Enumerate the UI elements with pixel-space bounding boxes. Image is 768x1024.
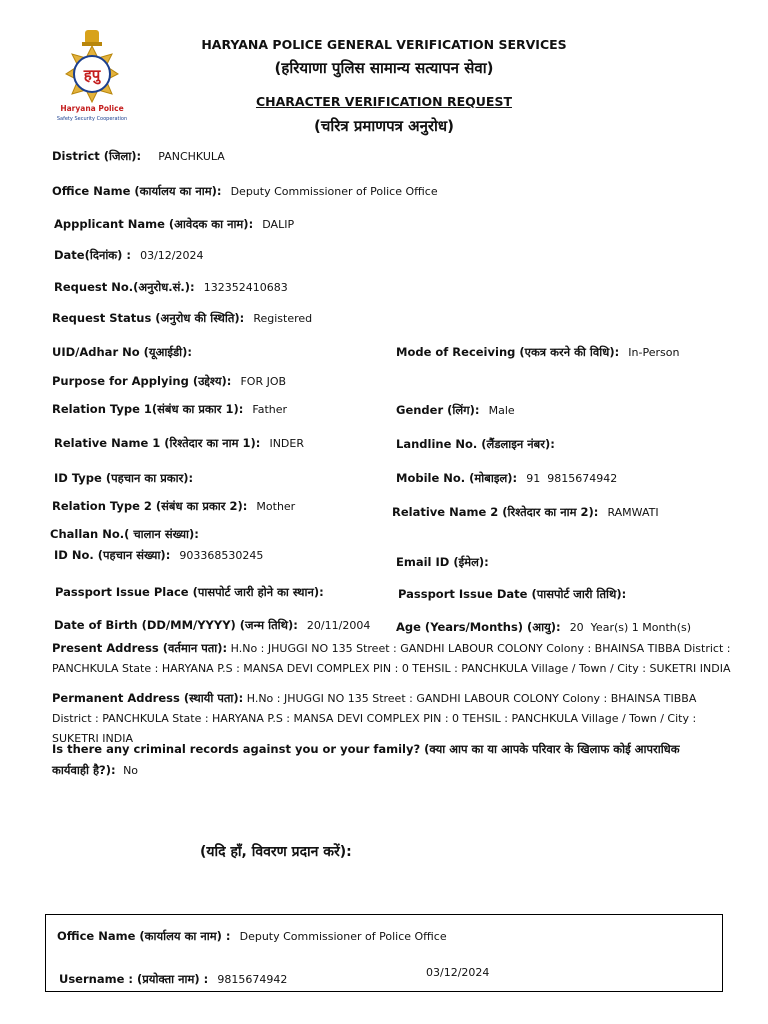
relation-type-1-row bbox=[52, 398, 287, 417]
relative-name-2-label: Relative Name 2 (रिश्तेदार का नाम 2): bbox=[392, 505, 599, 519]
mobile-value: 91 9815674942 bbox=[526, 472, 618, 485]
purpose-value: FOR JOB bbox=[240, 375, 287, 388]
mobile-label: Mobile No. (मोबाइल): bbox=[396, 471, 518, 485]
id-no-row bbox=[54, 544, 263, 563]
district-value: PANCHKULA bbox=[158, 150, 225, 163]
subtitle-hi: (चरित्र प्रमाणपत्र अनुरोध) bbox=[313, 117, 455, 135]
relative-name-1-label: Relative Name 1 (रिश्तेदार का नाम 1): bbox=[54, 436, 261, 450]
relation-type-2-value: Mother bbox=[256, 500, 296, 513]
logo-name: Haryana Police bbox=[60, 104, 124, 113]
request-no-row bbox=[54, 276, 288, 295]
details-prompt: (यदि हाँ, विवरण प्रदान करें): bbox=[200, 844, 352, 860]
relation-type-1-value: Father bbox=[252, 403, 288, 416]
gender-row bbox=[396, 399, 515, 418]
passport-date-row bbox=[398, 583, 630, 602]
subtitle-en-wrap bbox=[0, 94, 768, 109]
relation-type-1-label: Relation Type 1(संबंध का प्रकार 1): bbox=[52, 402, 244, 416]
district-label: District (जिला): bbox=[52, 149, 142, 163]
gender-value: Male bbox=[488, 404, 515, 417]
mode-of-receiving-value: In-Person bbox=[628, 346, 680, 359]
subtitle-en: CHARACTER VERIFICATION REQUEST bbox=[255, 94, 512, 109]
permanent-address-label: Permanent Address (स्थायी पता): bbox=[52, 691, 244, 705]
applicant-name-label: Appplicant Name (आवेदक का नाम): bbox=[54, 217, 254, 231]
date-label: Date(दिनांक) : bbox=[54, 248, 131, 262]
dob-label: Date of Birth (DD/MM/YYYY) (जन्म तिथि): bbox=[54, 618, 298, 632]
email-label: Email ID (ईमेल): bbox=[396, 555, 489, 569]
age-label: Age (Years/Months) (आयु): bbox=[396, 620, 561, 634]
id-type-label: ID Type (पहचान का प्रकार): bbox=[54, 471, 194, 485]
present-address-label: Present Address (वर्तमान पता): bbox=[52, 641, 228, 655]
email-row bbox=[396, 551, 493, 570]
landline-label: Landline No. (लैंडलाइन नंबर): bbox=[396, 437, 555, 451]
landline-row bbox=[396, 433, 559, 452]
present-address-block bbox=[52, 638, 732, 679]
relation-type-2-row bbox=[52, 495, 295, 514]
criminal-records-label: Is there any criminal records against you or your family? (क्या आप का या आपके परिवार के खिलाफ कोई आपराधिक कार्यवाही है?): bbox=[52, 742, 680, 777]
relation-type-2-label: Relation Type 2 (संबंध का प्रकार 2): bbox=[52, 499, 248, 513]
footer-office-value: Deputy Commissioner of Police Office bbox=[239, 930, 447, 943]
permanent-address-value: H.No : JHUGGI NO 135 Street : GANDHI LABOUR COLONY Colony : BHAINSA TIBBA District : PANCHKULA State : HARYANA P.S : MANSA DEVI COMPLEX PIN : 0 TEHSIL : PANCHKULA Village / Town / City : SUKETRI INDIA bbox=[52, 692, 697, 745]
challan-no-label: Challan No.( चालान संख्या): bbox=[50, 527, 199, 541]
id-type-row bbox=[54, 467, 197, 486]
office-name-row bbox=[52, 180, 438, 199]
relative-name-1-value: INDER bbox=[269, 437, 304, 450]
title-hi: (हरियाणा पुलिस सामान्य सत्यापन सेवा) bbox=[274, 59, 494, 77]
gender-label: Gender (लिंग): bbox=[396, 403, 480, 417]
title-en: HARYANA POLICE GENERAL VERIFICATION SERVICES bbox=[201, 37, 567, 52]
passport-date-label: Passport Issue Date (पासपोर्ट जारी तिथि): bbox=[398, 587, 627, 601]
request-no-value: 132352410683 bbox=[203, 281, 288, 294]
challan-no-row bbox=[50, 523, 203, 542]
relative-name-2-row bbox=[392, 501, 659, 520]
purpose-label: Purpose for Applying (उद्देश्य): bbox=[52, 374, 232, 388]
footer-username-label: Username : (प्रयोक्ता नाम) : bbox=[59, 972, 209, 986]
date-value: 03/12/2024 bbox=[140, 249, 204, 262]
district-row bbox=[52, 145, 225, 164]
applicant-name-value: DALIP bbox=[262, 218, 295, 231]
dob-row bbox=[54, 614, 370, 633]
footer-username-row bbox=[59, 968, 287, 987]
mobile-row bbox=[396, 467, 617, 486]
office-name-value: Deputy Commissioner of Police Office bbox=[230, 185, 438, 198]
request-status-label: Request Status (अनुरोध की स्थिति): bbox=[52, 311, 245, 325]
passport-place-row bbox=[55, 581, 328, 600]
request-status-row bbox=[52, 307, 312, 326]
uid-row bbox=[52, 341, 196, 360]
id-no-value: 903368530245 bbox=[179, 549, 264, 562]
applicant-name-row bbox=[54, 213, 294, 232]
purpose-row bbox=[52, 370, 286, 389]
footer-office-row bbox=[57, 925, 447, 944]
dob-value: 20/11/2004 bbox=[306, 619, 371, 632]
criminal-records-value: No bbox=[123, 764, 139, 777]
logo-tagline: Safety Security Cooperation bbox=[56, 116, 128, 122]
request-status-value: Registered bbox=[253, 312, 313, 325]
date-row bbox=[54, 244, 204, 263]
mode-of-receiving-row bbox=[396, 341, 679, 360]
present-address-value: H.No : JHUGGI NO 135 Street : GANDHI LABOUR COLONY Colony : BHAINSA TIBBA District : PANCHKULA State : HARYANA P.S : MANSA DEVI COMPLEX PIN : 0 TEHSIL : PANCHKULA Village / Town / City : SUKETRI INDIA bbox=[52, 642, 731, 675]
relative-name-1-row bbox=[54, 432, 304, 451]
age-value: 20 Year(s) 1 Month(s) bbox=[569, 621, 692, 634]
id-no-label: ID No. (पहचान संख्या): bbox=[54, 548, 171, 562]
footer-office-label: Office Name (कार्यालय का नाम) : bbox=[57, 929, 231, 943]
uid-label: UID/Adhar No (यूआईडी): bbox=[52, 345, 192, 359]
age-row bbox=[396, 616, 691, 635]
office-name-label: Office Name (कार्यालय का नाम): bbox=[52, 184, 222, 198]
badge-text: हपु bbox=[83, 66, 101, 84]
relative-name-2-value: RAMWATI bbox=[607, 506, 659, 519]
request-no-label: Request No.(अनुरोध.सं.): bbox=[54, 280, 195, 294]
criminal-records-block bbox=[52, 739, 716, 781]
mode-of-receiving-label: Mode of Receiving (एकत्र करने की विधि): bbox=[396, 345, 620, 359]
passport-place-label: Passport Issue Place (पासपोर्ट जारी होने का स्थान): bbox=[55, 585, 324, 599]
footer-username-value: 9815674942 bbox=[217, 973, 288, 986]
footer-box bbox=[45, 914, 723, 992]
footer-date: 03/12/2024 bbox=[426, 966, 490, 979]
